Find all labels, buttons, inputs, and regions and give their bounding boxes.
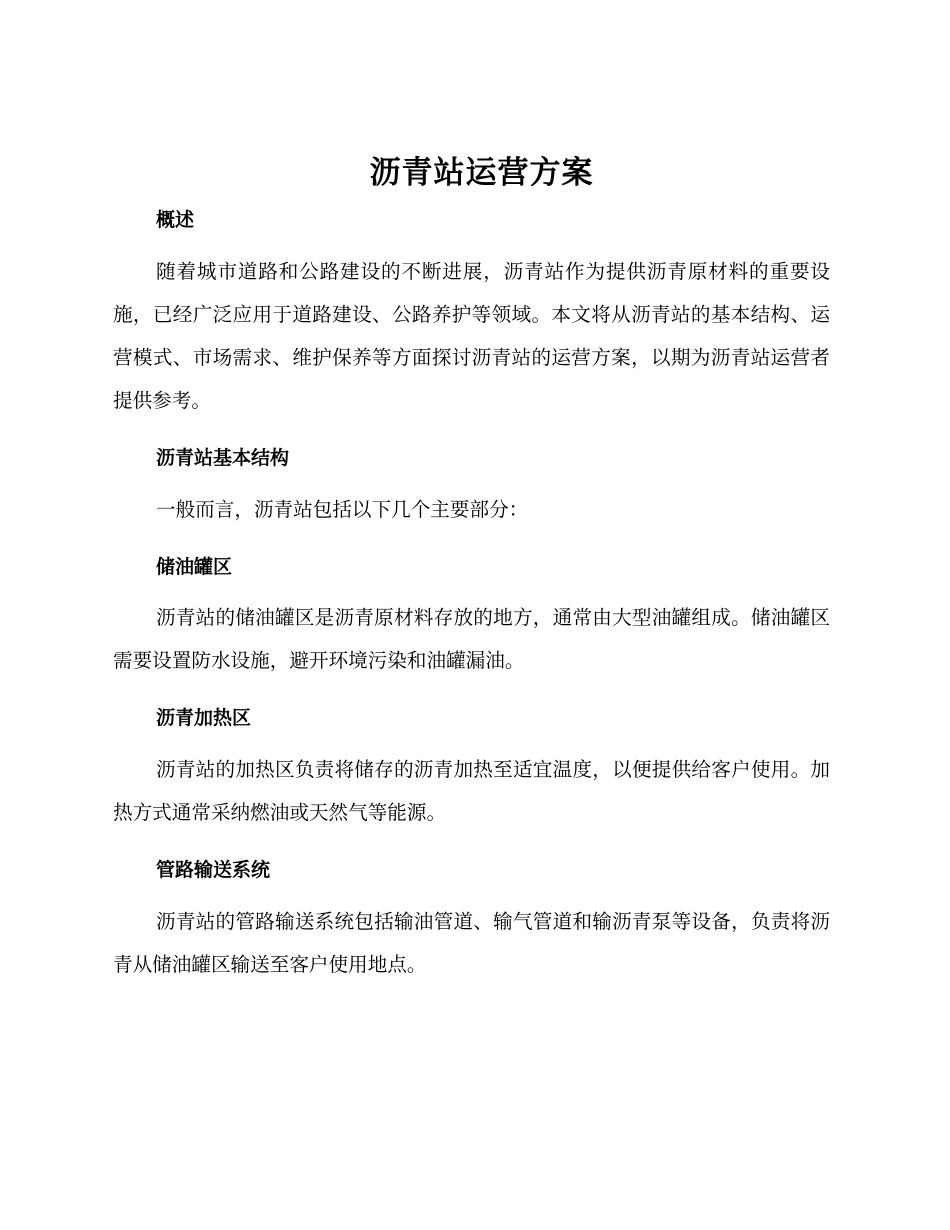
section-heading-overview: 概述 [156,209,195,231]
paragraph-storage-tank-area: 沥青站的储油罐区是沥青原材料存放的地方，通常由大型油罐组成。储油罐区需要设置防水设施，避开环境污染和油罐漏油。 [113,606,830,672]
paragraph-basic-structure: 一般而言，沥青站包括以下几个主要部分： [156,498,529,521]
section-heading-pipeline-system: 管路输送系统 [156,859,271,881]
document-body [113,150,830,986]
section-heading-heating-area: 沥青加热区 [156,707,252,729]
section-heading-storage-tank-area: 储油罐区 [156,556,233,578]
paragraph-overview: 随着城市道路和公路建设的不断进展，沥青站作为提供沥青原材料的重要设施，已经广泛应用于道路建设、公路养护等领域。本文将从沥青站的基本结构、运营模式、市场需求、维护保养等方面探讨沥青站的运营方案，以期为沥青站运营者提供参考。 [113,260,830,412]
page-title: 沥青站运营方案 [369,155,594,191]
section-heading-basic-structure: 沥青站基本结构 [156,447,290,469]
paragraph-pipeline-system: 沥青站的管路输送系统包括输油管道、输气管道和输沥青泵等设备，负责将沥青从储油罐区输送至客户使用地点。 [113,910,830,976]
paragraph-heating-area: 沥青站的加热区负责将储存的沥青加热至适宜温度，以便提供给客户使用。加热方式通常采纳燃油或天然气等能源。 [113,758,830,824]
